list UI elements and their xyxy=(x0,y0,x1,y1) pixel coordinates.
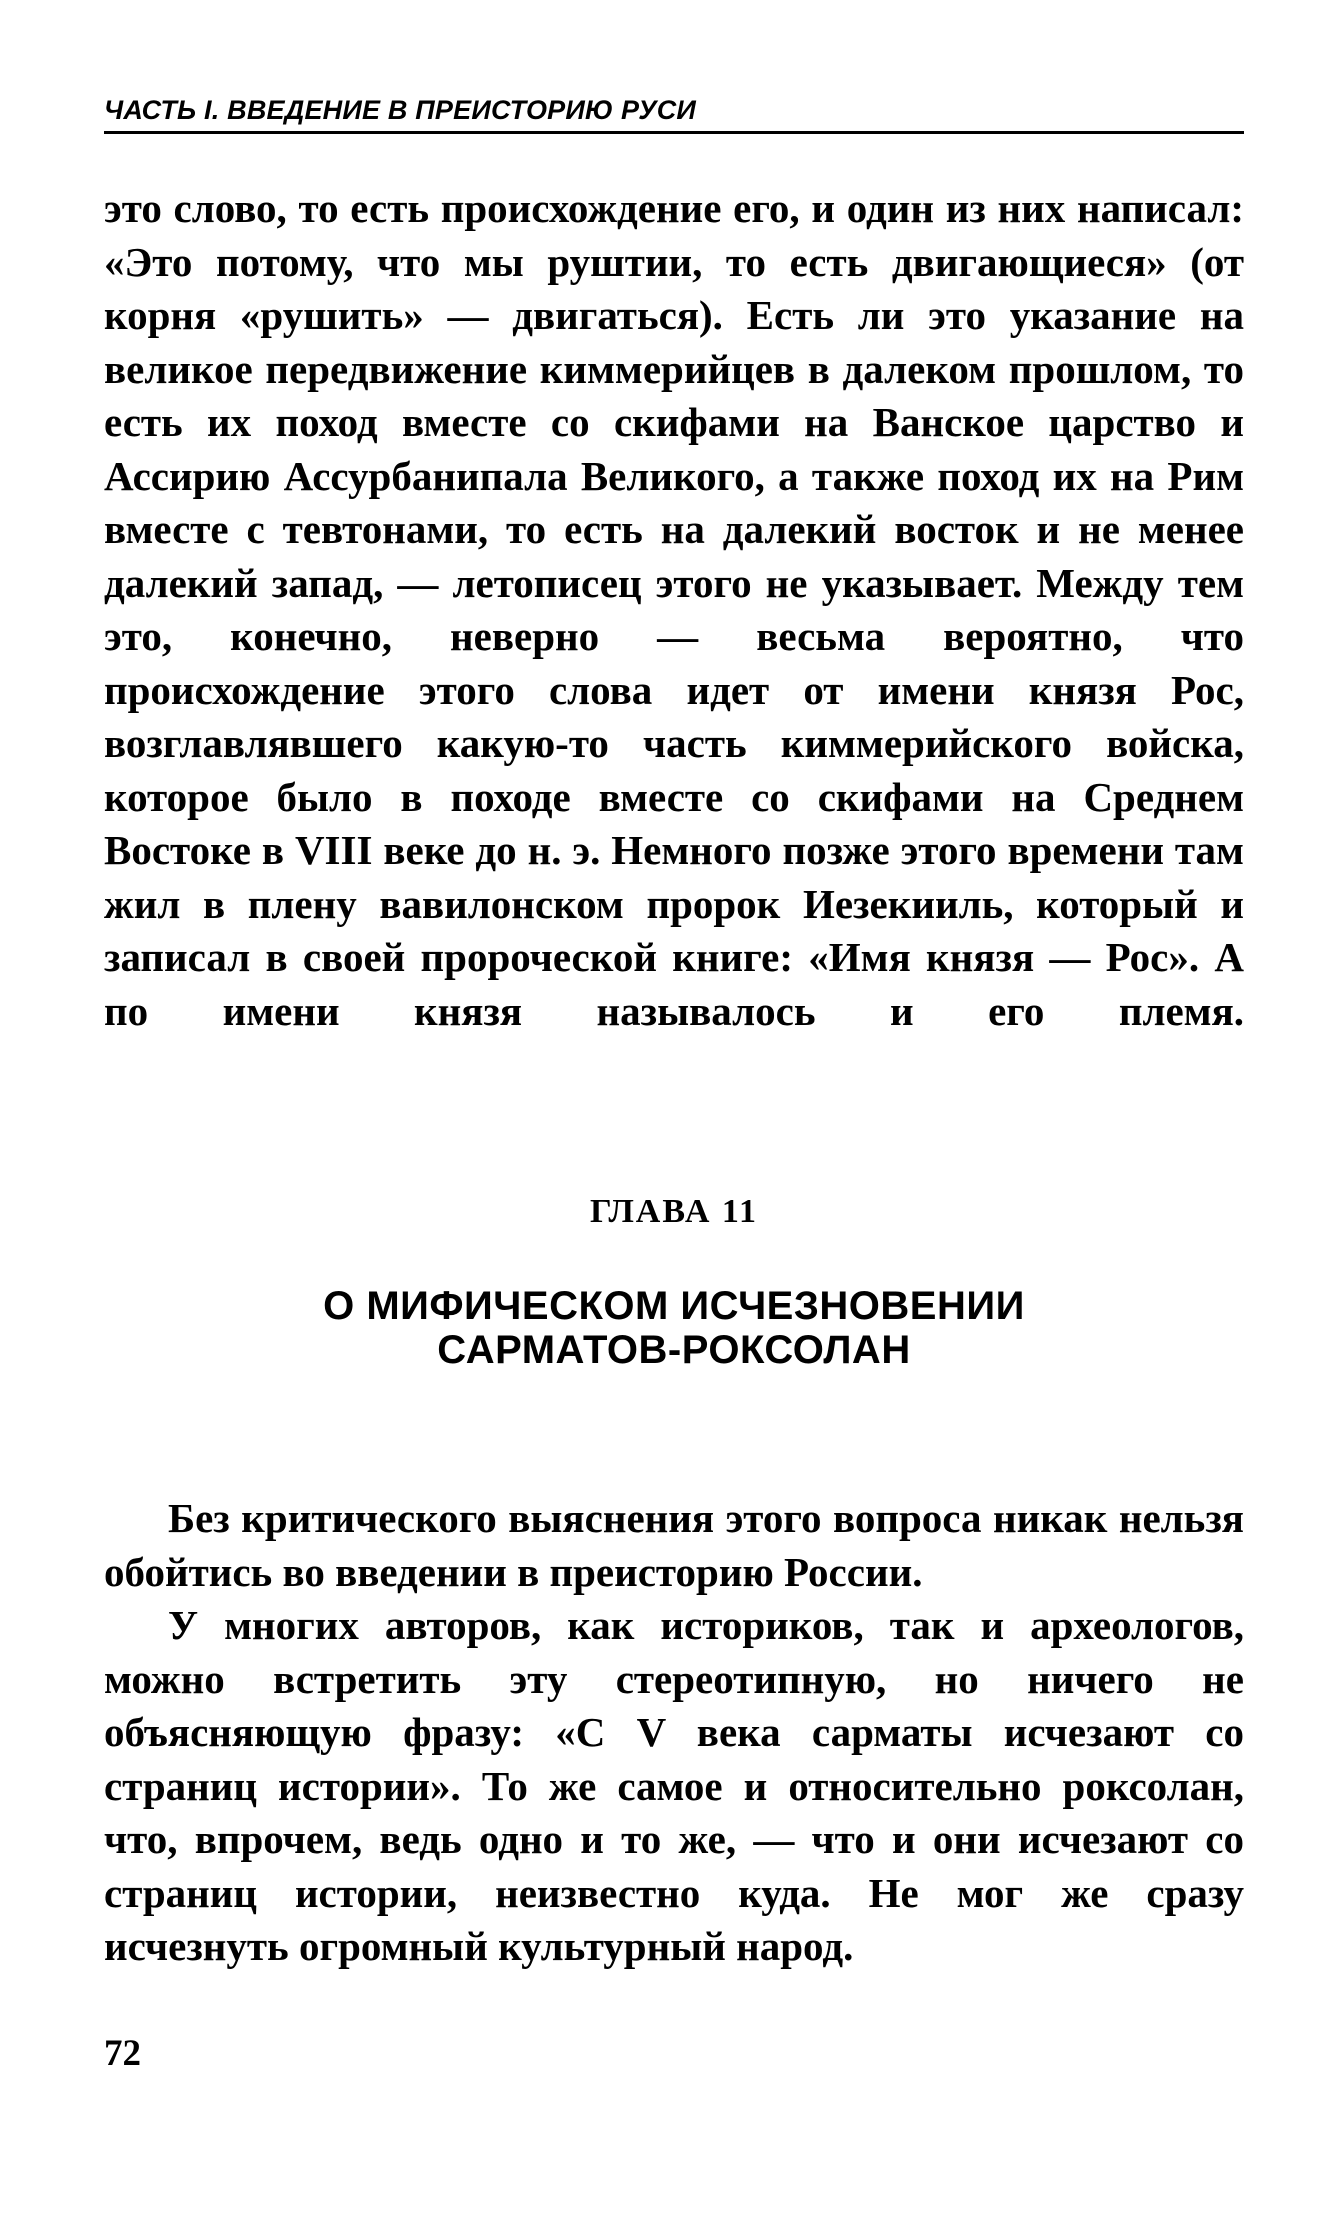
paragraph: Без критического выяснения этого вопроса никак нельзя обойтись во введении в преисторию России. xyxy=(104,1495,1244,1595)
paragraph: У многих авторов, как историков, так и археологов, можно встретить эту стереотипную, но ничего не объясняющую фразу: «С V века сарматы исчезают со страниц истории». То же самое и относительно роксолан, что, впрочем, ведь одно и то же, — что и они исчезают со страниц истории, неизвестно куда. Не мог же сразу исчезнуть огромный культурный народ. xyxy=(104,1602,1244,1969)
running-header: ЧАСТЬ I. ВВЕДЕНИЕ В ПРЕИСТОРИЮ РУСИ xyxy=(104,95,1244,134)
paragraph-continued: это слово, то есть происхождение его, и один из них написал: «Это потому, что мы руштии, то есть двигающиеся» (от корня «рушить» — двигаться). Есть ли это указание на великое передвижение киммерийцев в далеком прошлом, то есть их поход вместе со скифами на Ванское царство и Ассирию Ассурбанипала Великого, а также поход их на Рим вместе с тевтонами, то есть на далекий восток и не менее далекий запад, — летописец этого не указывает. Между тем это, конечно, неверно — весьма вероятно, что происхождение этого слова идет от имени князя Рос, возглавлявшего какую-то часть киммерийского войска, которое было в походе вместе со скифами на Среднем Востоке в VIII веке до н. э. Немного позже этого времени там жил в плену вавилонском пророк Иезекииль, который и записал в своей пророческой книге: «Имя князя — Рос». А по имени князя называлось и его племя. xyxy=(104,185,1244,1034)
chapter-body-text xyxy=(104,1492,1244,1974)
page-number: 72 xyxy=(104,2033,141,2074)
body-text xyxy=(104,182,1244,1038)
page xyxy=(104,95,1244,1974)
chapter-title-line-2: САРМАТОВ-РОКСОЛАН xyxy=(437,1328,911,1372)
chapter-title xyxy=(104,1284,1244,1372)
chapter-title-line-1: О МИФИЧЕСКОМ ИСЧЕЗНОВЕНИИ xyxy=(323,1284,1025,1328)
chapter-number: ГЛАВА 11 xyxy=(589,1193,759,1230)
